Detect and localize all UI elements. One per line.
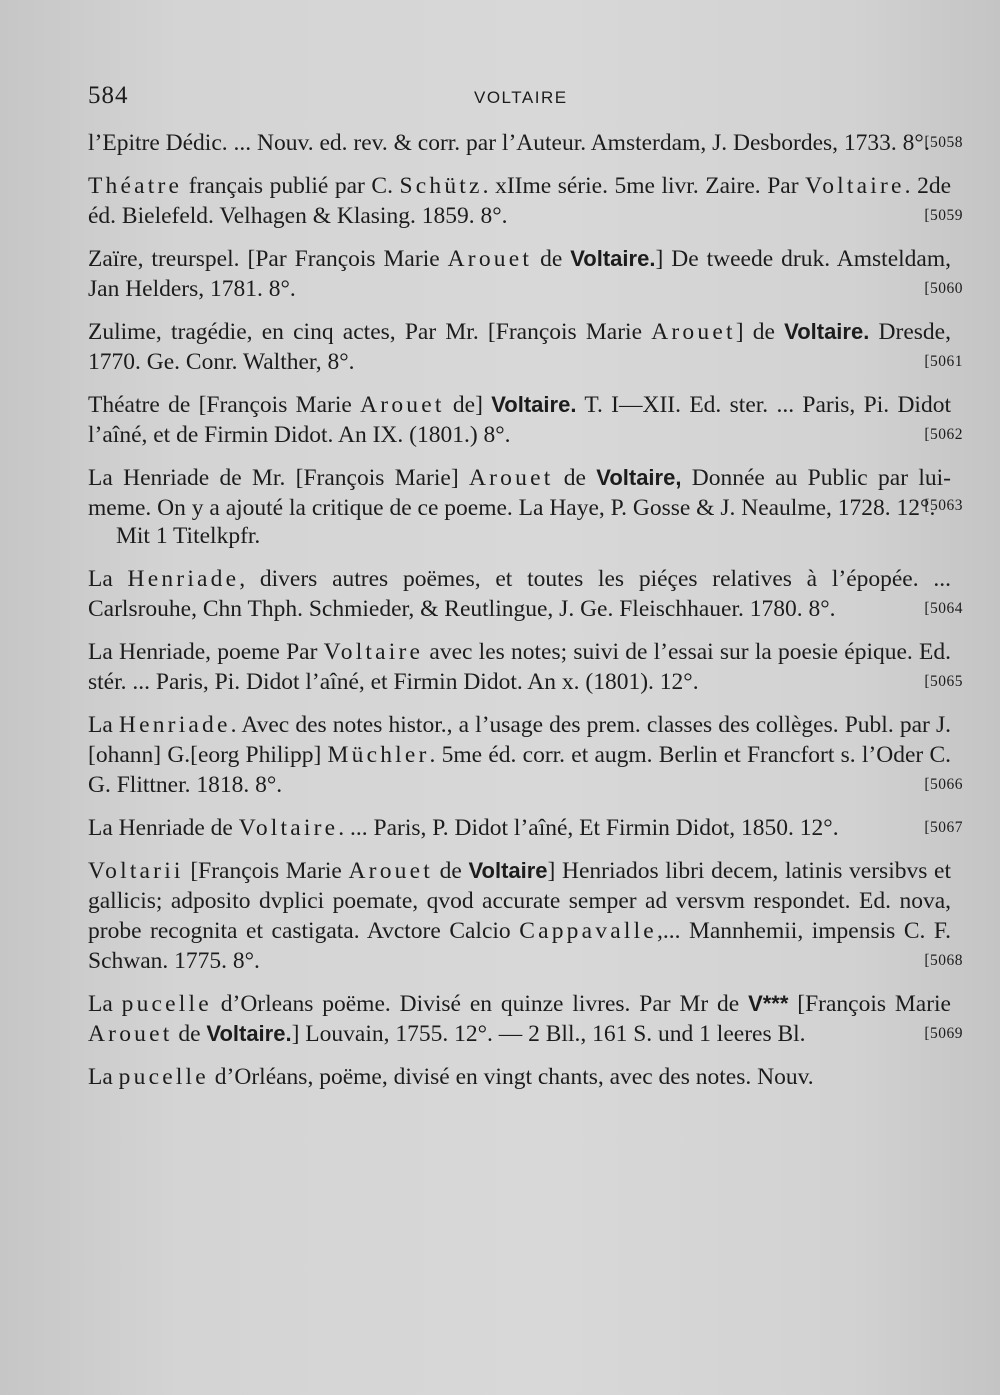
- entry-number: [5062: [924, 426, 963, 443]
- entry-number: [5063: [924, 497, 963, 514]
- entry-number: [5060: [924, 280, 963, 297]
- entry-number: [5065: [924, 673, 963, 690]
- page-header: [88, 80, 962, 116]
- catalog-entry: [88, 317, 963, 377]
- entry-number: [5058: [924, 134, 963, 151]
- entry-number: [5061: [924, 353, 963, 370]
- running-head: VOLTAIRE: [474, 88, 568, 107]
- catalog-entry: [88, 1062, 963, 1092]
- catalog-entry: [88, 637, 963, 697]
- entry-note: Mit 1 Titelkpfr.: [116, 523, 261, 549]
- catalog-entry: [88, 244, 963, 304]
- catalog-entry: [88, 128, 963, 158]
- entry-text: l’Epitre Dédic. ... Nouv. ed. rev. & corr. par l’Auteur. Amsterdam, J. Desbordes, 1733. 8°.: [88, 130, 930, 156]
- catalog-entry: [88, 564, 963, 624]
- entry-text: Théatre français publié par C. Schütz. xIIme série. 5me livr. Zaire. Par Voltaire. 2de éd. Bielefeld. Velhagen & Klasing. 1859. 8°.: [88, 173, 951, 229]
- catalog-entry: [88, 856, 963, 976]
- entry-number: [5064: [924, 600, 963, 617]
- entry-text: La Henriade. Avec des notes histor., a l’usage des prem. classes des collèges. Publ. par J.[ohann] G.[eorg Philipp] Müchler. 5me éd. corr. et augm. Berlin et Francfort s. l’Oder C. G. Flittner. 1818. 8°.: [88, 712, 951, 798]
- entry-text: La pucelle d’Orléans, poëme, divisé en vingt chants, avec des notes. Nouv.: [88, 1064, 814, 1090]
- entry-number: [5059: [924, 207, 963, 224]
- catalog-entry: [88, 390, 963, 450]
- entry-number: [5066: [924, 776, 963, 793]
- entry-list: [88, 128, 963, 1105]
- entry-number: [5068: [924, 952, 963, 969]
- catalog-entry: [88, 171, 963, 231]
- entry-number: [5067: [924, 819, 963, 836]
- entry-text: La Henriade de Voltaire. ... Paris, P. Didot l’aîné, Et Firmin Didot, 1850. 12°.: [88, 815, 839, 841]
- catalog-entry: [88, 989, 963, 1049]
- entry-text: Zulime, tragédie, en cinq actes, Par Mr. [François Marie Arouet] de Voltaire. Dresde, 1770. Ge. Conr. Walther, 8°.: [88, 319, 951, 375]
- entry-text: La Henriade, divers autres poëmes, et toutes les piéçes relatives à l’épopée. ... Carlsrouhe, Chn Thph. Schmieder, & Reutlingue, J. Ge. Fleischhauer. 1780. 8°.: [88, 566, 951, 622]
- catalog-entry: [88, 710, 963, 800]
- page-number: 584: [88, 82, 129, 109]
- entry-text: Voltarii [François Marie Arouet de Voltaire] Henriados libri decem, latinis versibvs et gallicis; adposito dvplici poemate, qvod accurate semper ad versvm respondet. Ed. nova, probe recognita et castigata. Avctore Calcio Cappavalle,... Mannhemii, impensis C. F. Schwan. 1775. 8°.: [88, 858, 951, 974]
- entry-text: La Henriade, poeme Par Voltaire avec les notes; suivi de l’essai sur la poesie épique. Ed. stér. ... Paris, Pi. Didot l’aîné, et Firmin Didot. An x. (1801). 12°.: [88, 639, 951, 695]
- catalog-entry: [88, 463, 963, 551]
- entry-text: La Henriade de Mr. [François Marie] Arouet de Voltaire, Donnée au Public par lui-meme. On y a ajouté la critique de ce poeme. La Haye, P. Gosse & J. Neaulme, 1728. 12°.: [88, 465, 952, 521]
- entry-number: [5069: [924, 1025, 963, 1042]
- catalog-entry: [88, 813, 963, 843]
- entry-text: La pucelle d’Orleans poëme. Divisé en quinze livres. Par Mr de V*** [François Marie Arouet de Voltaire.] Louvain, 1755. 12°. — 2 Bll., 161 S. und 1 leeres Bl.: [88, 991, 951, 1047]
- entry-text: Zaïre, treurspel. [Par François Marie Arouet de Voltaire.] De tweede druk. Amsteldam, Jan Helders, 1781. 8°.: [88, 246, 951, 302]
- entry-text: Théatre de [François Marie Arouet de] Voltaire. T. I—XII. Ed. ster. ... Paris, Pi. Didot l’aîné, et de Firmin Didot. An IX. (1801.) 8°.: [88, 392, 951, 448]
